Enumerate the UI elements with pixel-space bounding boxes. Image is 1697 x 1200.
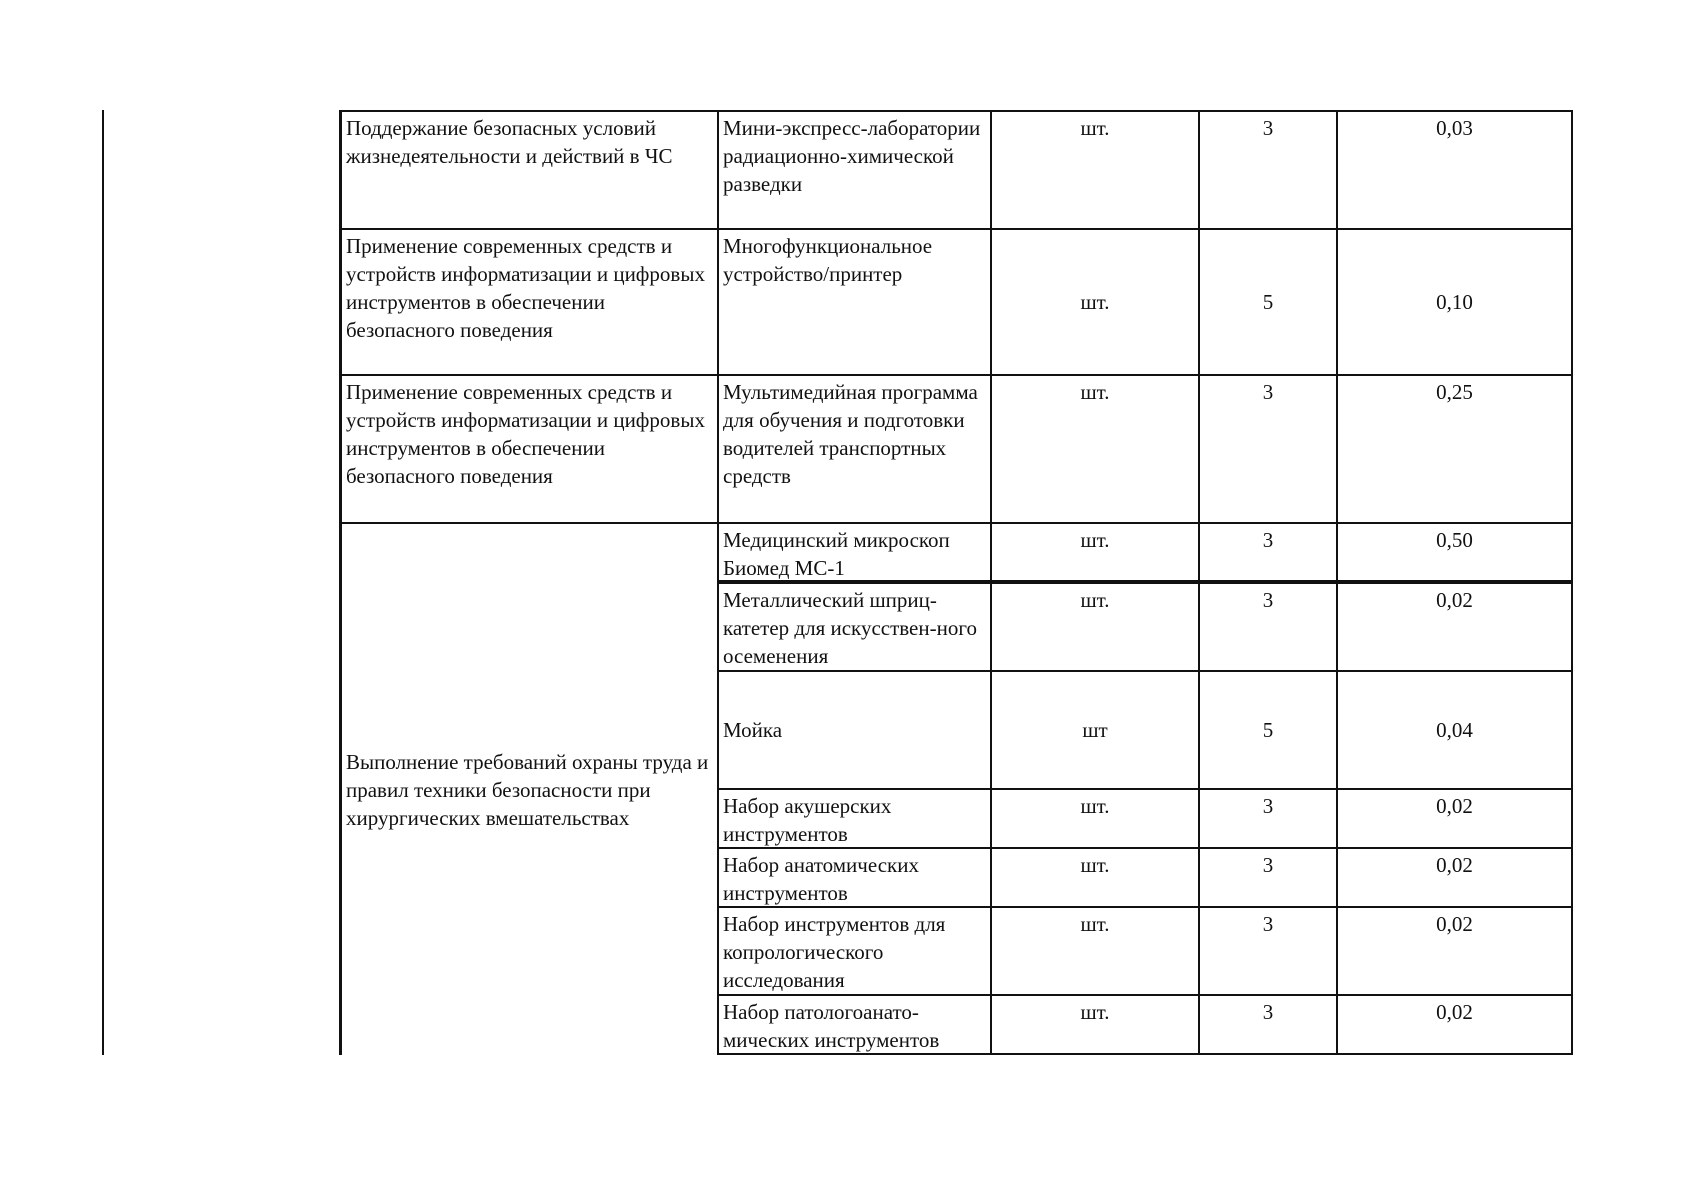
table-row: [340, 110, 1577, 230]
qty-cell: 3: [1198, 906, 1338, 996]
item-cell: Набор инструментов для копрологического исследования: [717, 906, 992, 996]
table-row: [717, 522, 1577, 582]
topic-cell: Применение современных средств и устройств информатизации и цифровых инструментов в обеспечении безопасного поведения: [340, 374, 719, 524]
qty-text: 5: [1262, 718, 1274, 742]
qty-cell: 3: [1198, 522, 1338, 582]
value-cell: 0,50: [1336, 522, 1573, 582]
item-text: Мойка: [723, 718, 783, 742]
table-row: [717, 670, 1577, 788]
table-row: [340, 374, 1577, 524]
qty-cell: [1198, 670, 1338, 790]
table-row: [340, 228, 1577, 376]
qty-cell: 3: [1198, 582, 1338, 672]
page-left-rule: [102, 110, 104, 1055]
group-items-table: [717, 522, 1577, 1053]
item-cell: Набор анатомических инструментов: [717, 847, 992, 908]
group-topic-text: Выполнение требований охраны труда и правил техники безопасности при хирургических вмешательствах: [346, 749, 709, 830]
value-cell: 0,02: [1336, 994, 1573, 1055]
item-cell: Набор патологоанато-мических инструментов: [717, 994, 992, 1055]
value-cell: [1336, 228, 1573, 376]
table-row: [717, 847, 1577, 906]
unit-cell: шт.: [990, 110, 1200, 230]
value-cell: 0,25: [1336, 374, 1573, 524]
unit-cell: [990, 228, 1200, 376]
qty-text: 5: [1262, 290, 1274, 314]
group-topic-cell: [340, 522, 719, 1055]
unit-text: шт.: [1080, 290, 1110, 314]
unit-cell: шт.: [990, 522, 1200, 582]
item-cell: Металлический шприц-катетер для искусствен-ного осеменения: [717, 582, 992, 672]
item-cell: [717, 670, 992, 790]
item-cell: Многофункциональное устройство/принтер: [717, 228, 992, 376]
unit-cell: шт.: [990, 847, 1200, 908]
qty-cell: 3: [1198, 374, 1338, 524]
unit-cell: шт.: [990, 906, 1200, 996]
value-cell: 0,02: [1336, 582, 1573, 672]
unit-text: шт: [1082, 718, 1108, 742]
table-row: [717, 906, 1577, 994]
qty-cell: 3: [1198, 110, 1338, 230]
value-cell: [1336, 670, 1573, 790]
qty-cell: 3: [1198, 788, 1338, 849]
value-text: 0,04: [1436, 718, 1473, 742]
unit-cell: шт.: [990, 994, 1200, 1055]
item-cell: Мини-экспресс-лаборатории радиационно-химической разведки: [717, 110, 992, 230]
table-row: [717, 994, 1577, 1053]
table-row: [717, 788, 1577, 847]
value-cell: 0,02: [1336, 788, 1573, 849]
item-cell: Медицинский микроскоп Биомед МС-1: [717, 522, 992, 582]
qty-cell: [1198, 228, 1338, 376]
item-cell: Мультимедийная программа для обучения и подготовки водителей транспортных средств: [717, 374, 992, 524]
topic-cell: Поддержание безопасных условий жизнедеятельности и действий в ЧС: [340, 110, 719, 230]
qty-cell: 3: [1198, 994, 1338, 1055]
unit-cell: [990, 670, 1200, 790]
item-cell: Набор акушерских инструментов: [717, 788, 992, 849]
qty-cell: 3: [1198, 847, 1338, 908]
topic-cell: Применение современных средств и устройств информатизации и цифровых инструментов в обеспечении безопасного поведения: [340, 228, 719, 376]
unit-cell: шт.: [990, 374, 1200, 524]
value-cell: 0,02: [1336, 847, 1573, 908]
unit-cell: шт.: [990, 582, 1200, 672]
value-text: 0,10: [1436, 290, 1473, 314]
unit-cell: шт.: [990, 788, 1200, 849]
value-cell: 0,02: [1336, 906, 1573, 996]
table-row: [717, 582, 1577, 670]
value-cell: 0,03: [1336, 110, 1573, 230]
